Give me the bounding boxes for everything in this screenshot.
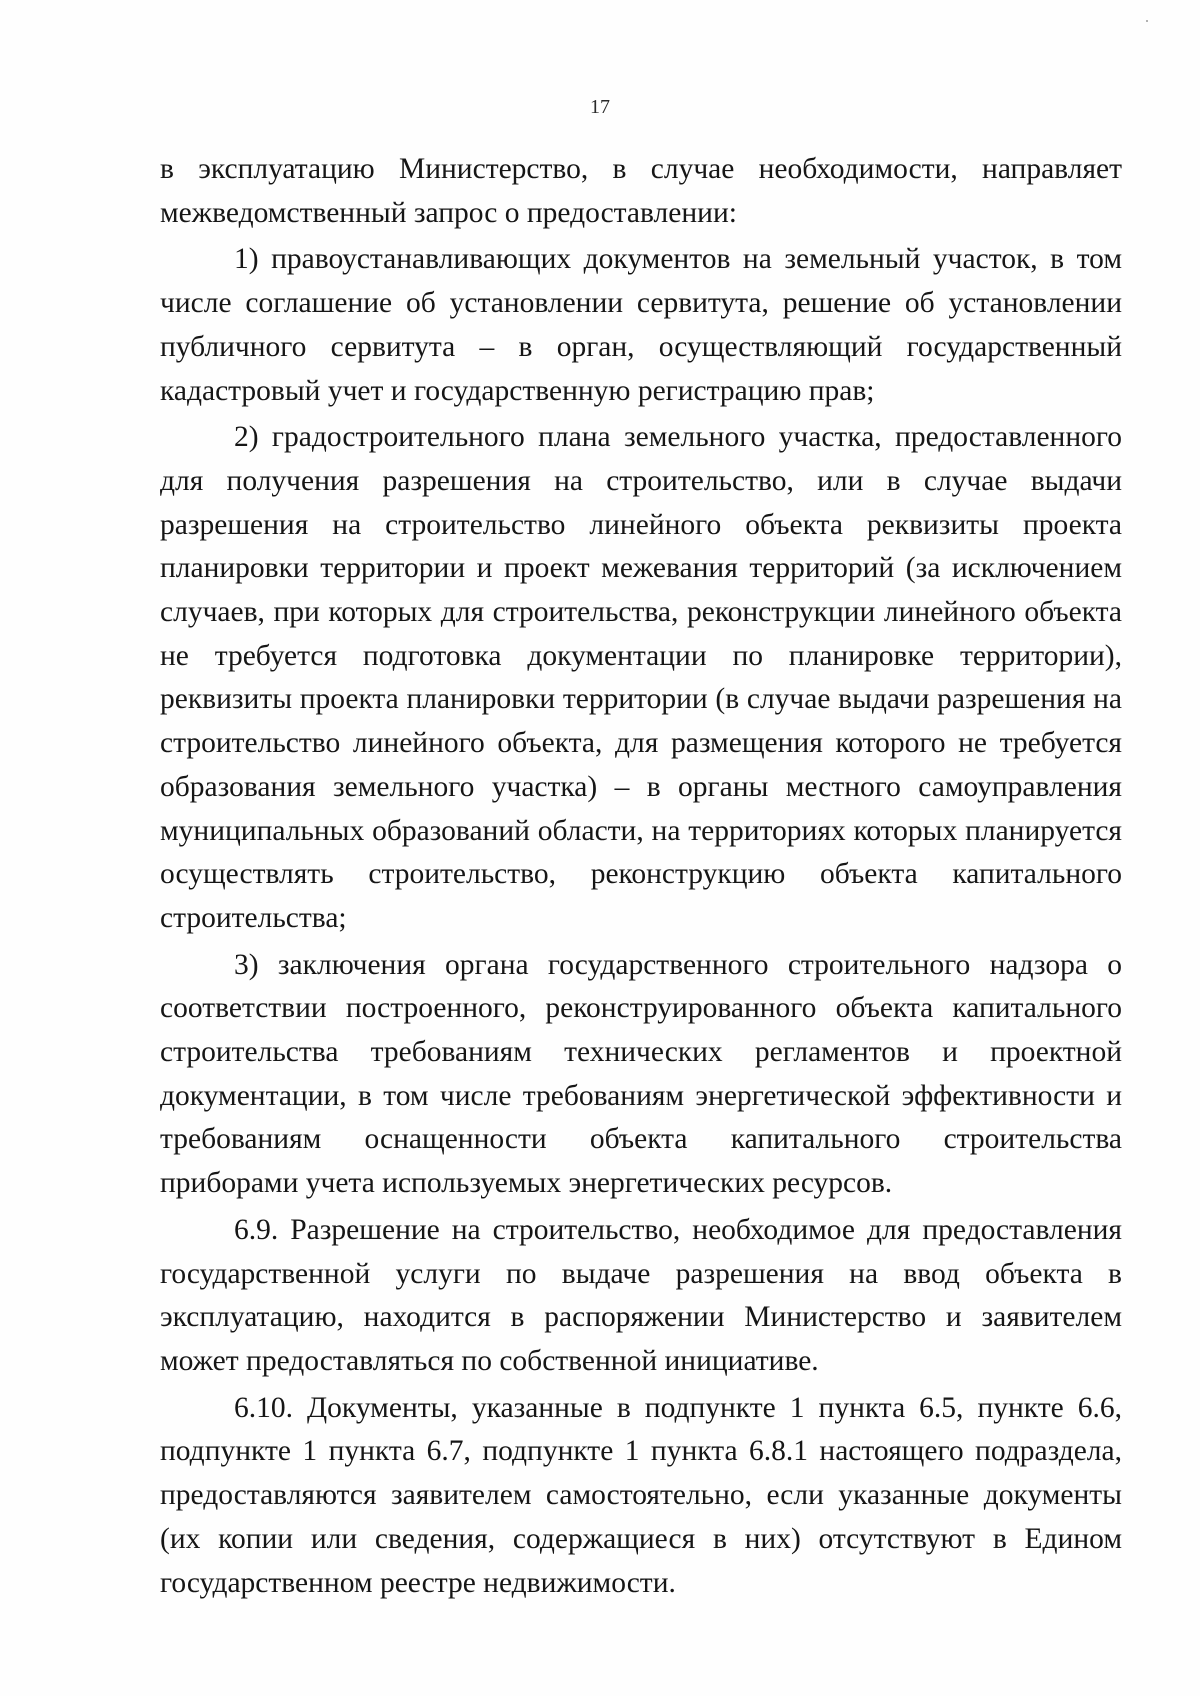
scan-speck (1146, 20, 1148, 22)
paragraph-item-2: 2) градостроительного плана земельного участка, предоставленного для получения разрешения на строительство, или в случае выдачи разрешения на строительство линейного объекта реквизиты проекта планировки территории и проект межевания территорий (за исключением случаев, при которых для строительства, реконструкции линейного объекта не требуется подготовка документации по планировке территории), реквизиты проекта планировки территории (в случае выдачи разрешения на строительство линейного объекта, для размещения которого не требуется образования земельного участка) – в органы местного самоуправления муниципальных образований области, на территориях которых планируется осуществлять строительство, реконструкцию объекта капитального строительства; (160, 421, 1122, 934)
paragraph-item-1: 1) правоустанавливающих документов на земельный участок, в том числе соглашение об установлении сервитута, решение об установлении публичного сервитута – в орган, осуществляющий государственный кадастровый учет и государственную регистрацию прав; (160, 243, 1122, 407)
document-body (160, 148, 1122, 1605)
paragraph-item-3: 3) заключения органа государственного строительного надзора о соответствии построенного, реконструированного объекта капитального строительства требованиям технических регламентов и проектной документации, в том числе требованиям энергетической эффективности и требованиям оснащенности объекта капитального строительства приборами учета используемых энергетических ресурсов. (160, 948, 1122, 1200)
page-number: 17 (590, 96, 610, 118)
paragraph-6-10: 6.10. Документы, указанные в подпункте 1 пункта 6.5, пункте 6.6, подпункте 1 пункта 6.7, подпункте 1 пункта 6.8.1 настоящего подраздела, предоставляются заявителем самостоятельно, если указанные документы (их копии или сведения, содержащиеся в них) отсутствуют в Едином государственном реестре недвижимости. (160, 1391, 1122, 1599)
paragraph-6-9: 6.9. Разрешение на строительство, необходимое для предоставления государственной услуги по выдаче разрешения на ввод объекта в эксплуатацию, находится в распоряжении Министерство и заявителем может предоставляться по собственной инициативе. (160, 1213, 1122, 1377)
paragraph-continuation: в эксплуатацию Министерство, в случае необходимости, направляет межведомственный запрос о предоставлении: (160, 153, 1122, 229)
